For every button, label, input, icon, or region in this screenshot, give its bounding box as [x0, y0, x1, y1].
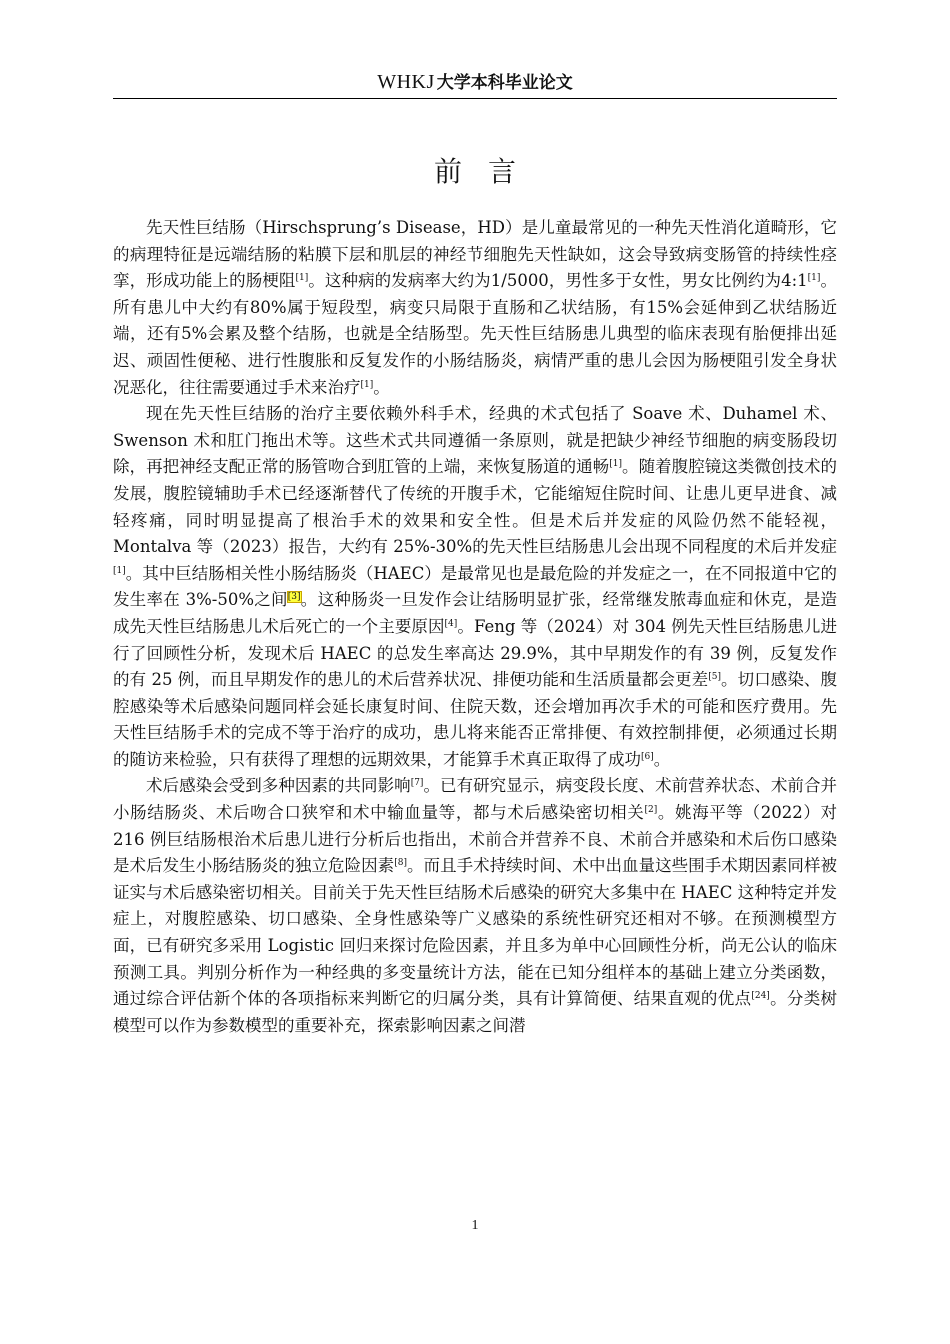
citation-ref: [2] [644, 805, 658, 816]
text-run: 。分类树模型可以作为参数模型的重要补充，探索影响因素之间潜 [113, 989, 838, 1035]
paragraph-3 [113, 773, 837, 1039]
text-run: 。随着腹腔镜这类微创技术的发展，腹腔镜辅助手术已经逐渐替代了传统的开腹手术，它能缩短住院时间、让患儿更早进食、减轻疼痛，同时明显提高了根治手术的效果和安全性。但是术后并发症的风险仍然不能轻视，Montalva 等（2023）报告，大约有 25%-30%的先天性巨结肠患儿会出现不同程度的术后并发症 [113, 457, 838, 557]
header-title: 大学本科毕业论文 [436, 73, 573, 93]
text-run: 。切口感染、腹腔感染等术后感染问题同样会延长康复时间、住院天数，还会增加再次手术的可能和医疗费用。先天性巨结肠手术的完成不等于治疗的成功，患儿将来能否正常排便、有效控制排便，必须通过长期的随访来检验，只有获得了理想的远期效果，才能算手术真正取得了成功 [113, 670, 837, 769]
citation-ref: [1] [295, 273, 309, 284]
section-title: 前言 [433, 155, 542, 188]
text-run: 现在先天性巨结肠的治疗主要依赖外科手术，经典的术式包括了 Soave 术、Duhamel 术、Swenson 术和肛门拖出术等。这些术式共同遵循一条原则，就是把缺少神经节细胞的病变肠段切除，再把神经支配正常的肠管吻合到肛管的上端，来恢复肠道的通畅 [113, 404, 837, 477]
page-header [113, 68, 837, 99]
text-run: 。所有患儿中大约有80%属于短段型，病变只局限于直肠和乙状结肠，有15%会延伸到乙状结肠近端，还有5%会累及整个结肠，也就是全结肠型。先天性巨结肠患儿典型的临床表现有胎便排出延迟、顽固性便秘、进行性腹胀和反复发作的小肠结肠炎，病情严重的患儿会因为肠梗阻引发全身状况恶化，往往需要通过手术来治疗 [113, 271, 838, 397]
citation-ref: [24] [751, 991, 770, 1002]
text-run: 。已有研究显示，病变段长度、术前营养状态、术前合并小肠结肠炎、术后吻合口狭窄和术中输血量等，都与术后感染密切相关 [113, 776, 838, 823]
text-run: 先天性巨结肠（Hirschsprung’s Disease，HD）是儿童最常见的一种先天性消化道畸形，它的病理特征是远端结肠的粘膜下层和肌层的神经节细胞先天性缺如，这会导致病变肠管的持续性痉挛，形成功能上的肠梗阻 [113, 218, 837, 291]
citation-ref: [4] [444, 618, 458, 629]
text-run: 。姚海平等（2022）对 216 例巨结肠根治术后患儿进行分析后也指出，术前合并营养不良、术前合并感染和术后伤口感染是术后发生小肠结肠炎的独立危险因素 [113, 803, 838, 876]
text-run: 。这种肠炎一旦发作会让结肠明显扩张，经常继发脓毒血症和休克，是造成先天性巨结肠患儿术后死亡的一个主要原因 [113, 590, 838, 636]
text-run: 。Feng 等（2024）对 304 例先天性巨结肠患儿进行了回顾性分析，发现术后 HAEC 的总发生率高达 29.9%，其中早期发作的有 39 例，反复发作的有 25 例，而且早期发作的患儿的术后营养状况、排便功能和生活质量都会更差 [113, 616, 837, 690]
text-run: 。 [373, 377, 390, 397]
body-text [113, 215, 837, 1039]
citation-ref: [1] [609, 459, 622, 470]
citation-ref: [5] [708, 672, 721, 683]
citation-ref: [1] [113, 565, 126, 576]
citation-ref: [6] [641, 751, 654, 762]
text-run: 。 [653, 749, 671, 769]
page-number: 1 [471, 1218, 479, 1233]
citation-ref: [1] [360, 379, 374, 390]
header-code: WHKJ [377, 71, 435, 93]
citation-ref: [8] [394, 858, 407, 869]
text-run: 。这种病的发病率大约为1/5000，男性多于女性，男女比例约为4:1 [308, 271, 808, 291]
citation-ref-highlighted: [3] [287, 592, 301, 603]
text-run: 。而且手术持续时间、术中出血量这些围手术期因素同样被证实与术后感染密切相关。目前关于先天性巨结肠术后感染的研究大多集中在 HAEC 这种特定并发症上，对腹腔感染、切口感染、全身性感染等广义感染的系统性研究还相对不够。在预测模型方面，已有研究多采用 Logistic 回归来探讨危险因素，并且多为单中心回顾性分析，尚无公认的临床预测工具。判别分析作为一种经典的多变量统计方法，能在已知分组样本的基础上建立分类函数，通过综合评估新个体的各项指标来判断它的归属分类，具有计算简便、结果直观的优点 [113, 856, 838, 1009]
paragraph-1 [113, 215, 837, 401]
paragraph-2 [113, 401, 837, 773]
text-run: 。其中巨结肠相关性小肠结肠炎（HAEC）是最常见也是最危险的并发症之一，在不同报道中它的发生率在 3%-50%之间 [113, 563, 837, 610]
citation-ref: [7] [410, 778, 424, 789]
citation-ref: [1] [807, 273, 821, 284]
text-run: 术后感染会受到多种因素的共同影响 [146, 776, 411, 796]
